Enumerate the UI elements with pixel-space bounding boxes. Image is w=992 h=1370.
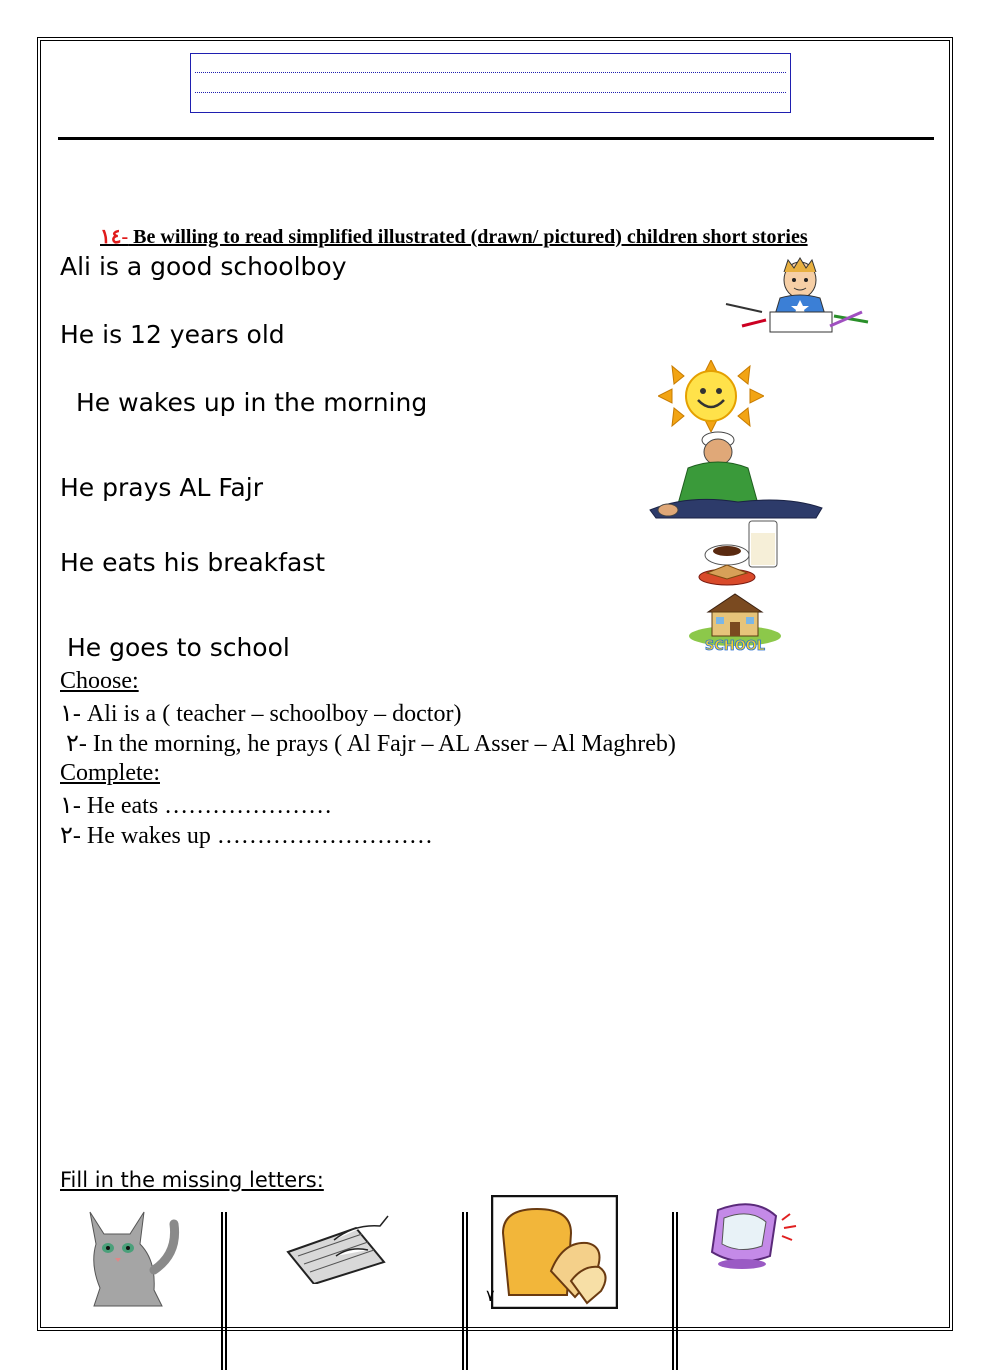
fill-missing-letters-title: Fill in the missing letters: <box>60 1168 324 1192</box>
objective-heading <box>100 224 808 249</box>
complete-title: Complete: <box>60 760 160 786</box>
breakfast-icon <box>697 519 787 587</box>
story-line-4: He prays AL Fajr <box>60 473 263 502</box>
dotted-line <box>195 72 786 73</box>
kitten-icon <box>70 1200 182 1308</box>
choose-item-2: ٢- In the morning, he prays ( Al Fajr – AL Asser – Al Maghreb) <box>66 731 676 757</box>
column-divider <box>462 1212 468 1370</box>
boy-drawing-icon <box>722 256 872 334</box>
divider <box>58 137 934 140</box>
choose-item-1: ١- Ali is a ( teacher – schoolboy – doctor) <box>60 701 462 727</box>
story-line-3: He wakes up in the morning <box>76 388 428 417</box>
story-line-5: He eats his breakfast <box>60 548 326 577</box>
school-sign: SCHOOL <box>704 639 766 654</box>
story-line-6: He goes to school <box>67 633 290 662</box>
complete-item-1: ١- He eats ………………… <box>60 793 333 819</box>
school-building-icon <box>688 590 782 654</box>
praying-man-icon <box>648 428 824 520</box>
column-divider <box>672 1212 678 1370</box>
choose-title: Choose: <box>60 668 139 694</box>
story-line-2: He is 12 years old <box>60 320 285 349</box>
computer-icon <box>704 1198 802 1272</box>
story-line-1: Ali is a good schoolboy <box>60 252 347 281</box>
objective-number: ١٤- <box>100 226 129 248</box>
header-box <box>190 53 791 113</box>
complete-item-2: ٢- He wakes up ……………………… <box>60 823 433 849</box>
page-number: ٧ <box>486 1286 495 1305</box>
sun-icon <box>658 360 764 432</box>
column-divider <box>221 1212 227 1370</box>
keyboard-typing-icon <box>284 1212 390 1284</box>
objective-text: Be willing to read simplified illustrated (drawn/ pictured) children short stories <box>128 226 808 248</box>
bread-icon <box>491 1195 618 1309</box>
dotted-line <box>195 92 786 93</box>
